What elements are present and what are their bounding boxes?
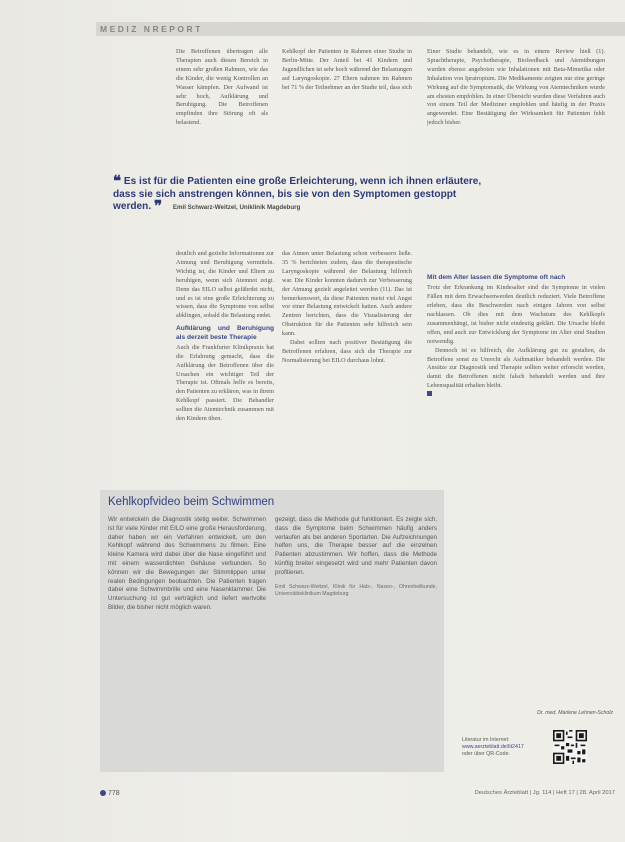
pull-quote-text: Es ist für die Patienten eine große Erleichterung, wenn ich ihnen erläutere, dass sie sich anstrengen können, bis sie von den Symptomen gestoppt werden. [113, 176, 482, 213]
paragraph: Die Betroffenen übertragen alle Therapien auch diesen Bereich in einem sehr großen Rahmen, wie das die Kinder, die wenig Kontrollen an Wasser kämpfen. Der Aufwand ist sehr hoch, Aufklärung und Beruhigung. Die Betroffenen empfinden ihre Störung oft als belastend. [176, 48, 268, 127]
paragraph: das Atmen unter Belastung schon verbessern ließe. 35 % berichteten zudem, dass die therapeutische Laryngoskopie während der Belastung hilfreich war. Die Kinder konnten dadurch zur Verbesserung der Atmung gezielt angeleitet werden (11). Das ist bemerkenswert, da diese Patienten meist viel Angst vor einer Belastung entwickelt hatten. Auch andere Zentren berichten, dass die Visualisierung der Obstruktion für die Patienten sehr hilfreich sein kann. [282, 250, 412, 338]
qr-label-line: oder über QR-Code. [462, 751, 510, 757]
paragraph: Wir entwickeln die Diagnostik stetig weiter. Schwimmen ist für viele Kinder mit EILO eine große Herausforderung, daher haben wir ein Verfahren entwickelt, um den Kehlkopf während des Schwimmens zu filmen. Eine kleine Kamera wird dabei über die Nase eingeführt und mit einem wasserdichten Gehäuse verbunden. So können wir die Bewegungen der Stimmlippen unter realen Bedingungen beobachten. Die Patienten tragen dabei eine Schwimmbrille und eine Nasenklammer. Die Untersuchung ist gut verträglich und liefert wertvolle Bilder, die bisher nicht möglich waren. [108, 516, 266, 611]
column-3-middle [427, 270, 605, 706]
column-2-middle [282, 250, 412, 482]
subheading: Mit dem Alter lassen die Symptome oft nach [427, 274, 566, 281]
qr-label-url[interactable]: www.aerzteblatt.de/lit2417 [462, 744, 524, 750]
quote-close-icon: ❞ [153, 198, 163, 216]
column-3-top [427, 48, 605, 268]
paragraph: Kehlkopf der Patienten in Rahmen einer Studie in Berlin-Mitte. Der Anteil bei 41 Kindern und Jugendlichen ist sehr hoch während der Belastungen auf Laryngoskopie. 27 Eltern nahmen im Rahmen bei 71 % der Teilnehmer an der Studie teil, dass sich [282, 48, 412, 91]
info-box-column-1 [108, 516, 266, 766]
paragraph: gezeigt, dass die Methode gut funktioniert. Es zeigte sich, dass die Symptome beim Schwimmen häufig anders verlaufen als bei anderen Sportarten. Die Aufzeichnungen helfen uns, die Therapie besser auf die einzelnen Patienten abzustimmen. Wir hoffen, dass die Methode künftig breiter eingesetzt wird und mehr Patienten davon profitieren. [275, 516, 437, 576]
literature-link[interactable] [462, 737, 542, 758]
info-box-bio: Emil Schwarz-Weitzel, Klinik für Hals-, Nasen-, Ohrenheilkunde, Universitätsklinikum Magdeburg [275, 583, 437, 597]
author-credit: Dr. med. Marlene Lehnen-Scholz [537, 710, 613, 716]
paragraph: Dennoch ist es hilfreich, die Aufklärung gut zu gestalten, da Betroffene sonst zu Unrecht als Asthmatiker behandelt werden. Die Ansätze zur Diagnostik und Therapie sollten weiter erforscht werden, damit die Betroffenen nicht falsch behandelt werden und ihre Lebensqualität erhalten bleibt. [427, 346, 605, 390]
paragraph: Trotz der Erkrankung im Kindesalter sind die Symptome in vielen Fällen mit dem Erwachsenwerden deutlich reduziert. Viele Betroffene erleben, dass die Beschwerden nach einigen Jahren von selbst nachlassen. Ob dies mit dem Wachstum des Kehlkopfs zusammenhängt, ist bisher nicht eindeutig geklärt. Die Ursache bleibt offen, und auch zur Entwicklung der Symptome im Alter sind Studien notwendig. [427, 284, 605, 345]
column-2-top [282, 48, 412, 166]
section-header-title: MEDIZ NREPORT [100, 24, 203, 34]
page-marker-icon [100, 790, 106, 796]
column-1-top [176, 48, 268, 166]
qr-code-icon[interactable] [553, 730, 587, 764]
paragraph: Auch die Frankfurter Klinikpraxis hat die Erfahrung gemacht, dass die Aufklärung der Betroffenen über die Ursachen ein wichtiger Teil der Therapie ist. Oftmals helfe es bereits, den Patienten zu erklären, was in ihrem Kehlkopf passiert. Die Behandler sollten die Atemtechnik zusammen mit den Kindern üben. [176, 343, 274, 423]
qr-label-line: Literatur im Internet: [462, 737, 510, 743]
subheading: Aufklärung und Beruhigung als derzeit beste Therapie [176, 325, 274, 341]
info-box-title: Kehlkopfvideo beim Schwimmen [108, 496, 275, 508]
column-1-middle [176, 250, 274, 482]
paragraph: Dabei sollten nach positiver Bestätigung die Betroffenen erfahren, dass sich die Therapie zur Normalisierung bei EILO durchaus lohnt. [282, 339, 412, 364]
info-box-column-2 [275, 516, 437, 766]
publication-info: Deutsches Ärzteblatt | Jg. 114 | Heft 17 | 28. April 2017 [474, 790, 615, 796]
paragraph: Einer Studie behandelt, wie es in einem Review hieß (1). Sprachtherapie, Psychotherapie, Biofeedback und Atemübungen wurden ebenso angeboten wie Inhalationen mit Beta-Mimetika oder Inhalation von Ipratropium. Die Medikamente zeigten nur eine geringe Wirkung auf die Symptomatik, die Wirkung von Atemtechniken wurde am ehesten empfohlen. In einer Übersicht wurden diese Verfahren auch von einem Teil der Mediziner empfohlen und häufig in der Praxis angewendet. Eine Bestätigung der Wirksamkeit für Patienten fehlt jedoch bisher. [427, 48, 605, 127]
pull-quote-source: Emil Schwarz-Weitzel, Uniklinik Magdeburg [172, 204, 301, 212]
page-number: 778 [100, 790, 120, 797]
quote-open-icon: ❝ [113, 173, 122, 190]
end-of-article-icon [427, 391, 432, 396]
pull-quote [113, 173, 485, 216]
paragraph: deutlich und gezielte Informationen zur Atmung und Beruhigung vermitteln. Wichtig ist, die Kinder und Eltern zu beruhigen, wenn sich Atemnot zeigt. Denn das EILO selbst gefährdet nicht, und es ist eine große Erleichterung zu wissen, dass die Symptome von selbst abklingen, sobald die Belastung endet. [176, 250, 274, 320]
